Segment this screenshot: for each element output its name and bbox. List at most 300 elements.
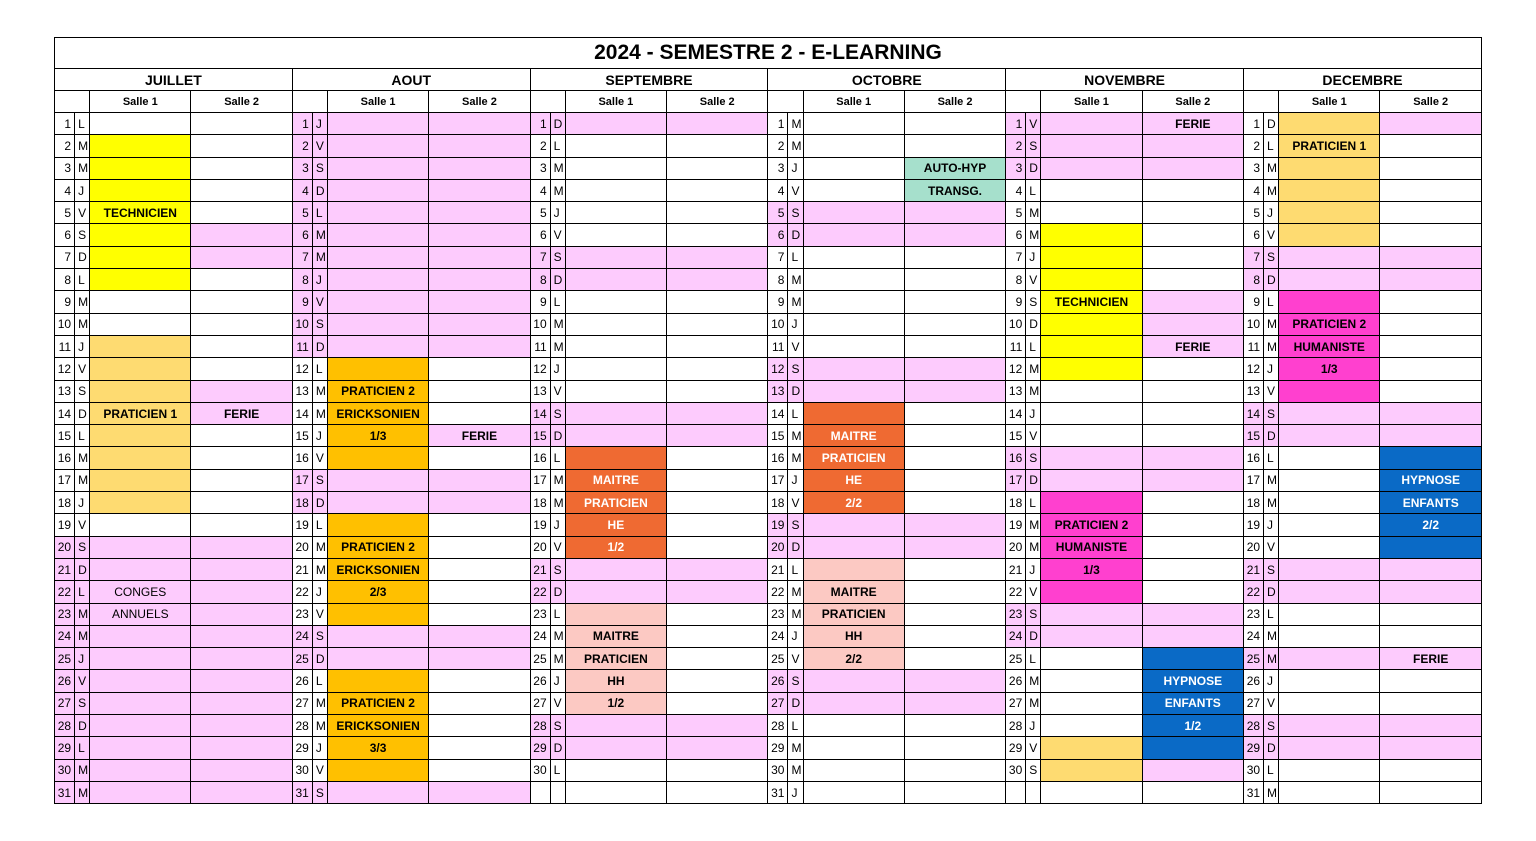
salle2-cell[interactable] (191, 692, 292, 714)
salle2-cell[interactable] (1380, 380, 1482, 402)
salle2-cell[interactable] (429, 291, 530, 313)
salle1-cell[interactable] (1041, 625, 1142, 647)
salle2-cell[interactable]: 1/2 (1142, 715, 1243, 737)
salle1-cell[interactable] (327, 202, 428, 224)
salle2-cell[interactable] (191, 425, 292, 447)
salle1-cell[interactable] (90, 514, 191, 536)
salle2-cell[interactable]: HYPNOSE (1142, 670, 1243, 692)
salle1-cell[interactable] (1041, 581, 1142, 603)
salle1-cell[interactable] (327, 514, 428, 536)
salle2-cell[interactable] (667, 781, 768, 803)
salle1-cell[interactable] (1279, 202, 1380, 224)
salle2-cell[interactable] (667, 113, 768, 135)
salle2-cell[interactable] (667, 603, 768, 625)
salle1-cell[interactable] (90, 558, 191, 580)
salle2-cell[interactable] (667, 737, 768, 759)
salle1-cell[interactable]: HH (803, 625, 904, 647)
salle2-cell[interactable] (1142, 224, 1243, 246)
salle1-cell[interactable] (803, 759, 904, 781)
salle2-cell[interactable] (429, 358, 530, 380)
salle1-cell[interactable] (1279, 246, 1380, 268)
salle2-cell[interactable] (1142, 135, 1243, 157)
salle2-cell[interactable] (429, 759, 530, 781)
salle1-cell[interactable] (1279, 492, 1380, 514)
salle2-cell[interactable] (904, 447, 1005, 469)
salle2-cell[interactable] (1142, 558, 1243, 580)
salle2-cell[interactable] (191, 536, 292, 558)
salle2-cell[interactable] (191, 558, 292, 580)
salle2-cell[interactable] (429, 335, 530, 357)
salle1-cell[interactable] (803, 781, 904, 803)
salle1-cell[interactable] (90, 135, 191, 157)
salle1-cell[interactable] (90, 715, 191, 737)
salle2-cell[interactable] (667, 492, 768, 514)
salle1-cell[interactable]: ERICKSONIEN (327, 558, 428, 580)
salle1-cell[interactable]: 1/2 (565, 536, 666, 558)
salle1-cell[interactable] (565, 358, 666, 380)
salle1-cell[interactable] (803, 358, 904, 380)
salle2-cell[interactable] (667, 558, 768, 580)
salle1-cell[interactable] (1279, 558, 1380, 580)
salle2-cell[interactable] (429, 536, 530, 558)
salle1-cell[interactable] (1279, 179, 1380, 201)
salle2-cell[interactable] (904, 670, 1005, 692)
salle2-cell[interactable] (429, 469, 530, 491)
salle2-cell[interactable] (667, 425, 768, 447)
salle1-cell[interactable] (327, 447, 428, 469)
salle1-cell[interactable] (565, 157, 666, 179)
salle2-cell[interactable]: ENFANTS (1142, 692, 1243, 714)
salle1-cell[interactable] (1279, 291, 1380, 313)
salle1-cell[interactable] (565, 737, 666, 759)
salle1-cell[interactable]: 3/3 (327, 737, 428, 759)
salle1-cell[interactable]: PRATICIEN (803, 603, 904, 625)
salle2-cell[interactable] (429, 670, 530, 692)
salle2-cell[interactable] (1142, 157, 1243, 179)
salle2-cell[interactable] (904, 715, 1005, 737)
salle2-cell[interactable] (1142, 737, 1243, 759)
salle1-cell[interactable] (90, 113, 191, 135)
salle1-cell[interactable] (327, 603, 428, 625)
salle1-cell[interactable] (327, 135, 428, 157)
salle1-cell[interactable] (1041, 759, 1142, 781)
salle2-cell[interactable] (1142, 536, 1243, 558)
salle1-cell[interactable] (90, 335, 191, 357)
salle1-cell[interactable] (327, 224, 428, 246)
salle2-cell[interactable] (429, 514, 530, 536)
salle2-cell[interactable] (1142, 781, 1243, 803)
salle1-cell[interactable] (803, 380, 904, 402)
salle1-cell[interactable] (803, 113, 904, 135)
salle1-cell[interactable] (1279, 157, 1380, 179)
salle2-cell[interactable] (191, 603, 292, 625)
salle2-cell[interactable] (429, 113, 530, 135)
salle2-cell[interactable] (904, 269, 1005, 291)
salle2-cell[interactable] (191, 113, 292, 135)
salle2-cell[interactable] (1380, 246, 1482, 268)
salle1-cell[interactable] (90, 492, 191, 514)
salle1-cell[interactable] (1041, 246, 1142, 268)
salle1-cell[interactable] (565, 402, 666, 424)
salle2-cell[interactable]: FERIE (1142, 335, 1243, 357)
salle2-cell[interactable] (429, 692, 530, 714)
salle2-cell[interactable] (429, 581, 530, 603)
salle2-cell[interactable] (191, 737, 292, 759)
salle2-cell[interactable] (904, 335, 1005, 357)
salle2-cell[interactable] (191, 715, 292, 737)
salle2-cell[interactable] (1142, 759, 1243, 781)
salle2-cell[interactable] (667, 179, 768, 201)
salle2-cell[interactable] (904, 425, 1005, 447)
salle1-cell[interactable] (90, 670, 191, 692)
salle2-cell[interactable] (904, 514, 1005, 536)
salle2-cell[interactable] (667, 670, 768, 692)
salle1-cell[interactable]: 2/2 (803, 492, 904, 514)
salle2-cell[interactable] (1142, 358, 1243, 380)
salle2-cell[interactable] (1142, 603, 1243, 625)
salle1-cell[interactable] (803, 313, 904, 335)
salle1-cell[interactable] (803, 670, 904, 692)
salle2-cell[interactable] (667, 135, 768, 157)
salle1-cell[interactable] (803, 157, 904, 179)
salle1-cell[interactable] (327, 648, 428, 670)
salle1-cell[interactable]: ANNUELS (90, 603, 191, 625)
salle1-cell[interactable] (1279, 224, 1380, 246)
salle2-cell[interactable] (191, 759, 292, 781)
salle2-cell[interactable] (1380, 202, 1482, 224)
salle1-cell[interactable] (90, 759, 191, 781)
salle1-cell[interactable] (327, 358, 428, 380)
salle2-cell[interactable] (1142, 313, 1243, 335)
salle1-cell[interactable] (327, 269, 428, 291)
salle2-cell[interactable] (429, 603, 530, 625)
salle2-cell[interactable] (191, 224, 292, 246)
salle2-cell[interactable] (191, 670, 292, 692)
salle1-cell[interactable] (1279, 402, 1380, 424)
salle2-cell[interactable] (191, 380, 292, 402)
salle1-cell[interactable]: HE (803, 469, 904, 491)
salle1-cell[interactable] (1041, 113, 1142, 135)
salle1-cell[interactable] (565, 425, 666, 447)
salle2-cell[interactable] (904, 402, 1005, 424)
salle1-cell[interactable]: TECHNICIEN (90, 202, 191, 224)
salle1-cell[interactable] (565, 113, 666, 135)
salle2-cell[interactable] (191, 492, 292, 514)
salle1-cell[interactable] (1041, 603, 1142, 625)
salle2-cell[interactable] (1380, 670, 1482, 692)
salle1-cell[interactable] (565, 246, 666, 268)
salle1-cell[interactable] (90, 380, 191, 402)
salle2-cell[interactable] (667, 224, 768, 246)
salle1-cell[interactable] (1279, 469, 1380, 491)
salle2-cell[interactable] (667, 269, 768, 291)
salle2-cell[interactable] (1380, 558, 1482, 580)
salle2-cell[interactable] (667, 447, 768, 469)
salle1-cell[interactable] (90, 536, 191, 558)
salle1-cell[interactable]: MAITRE (565, 469, 666, 491)
salle2-cell[interactable] (1380, 358, 1482, 380)
salle1-cell[interactable] (90, 313, 191, 335)
salle1-cell[interactable] (1279, 581, 1380, 603)
salle2-cell[interactable] (1380, 581, 1482, 603)
salle1-cell[interactable] (327, 781, 428, 803)
salle2-cell[interactable] (429, 558, 530, 580)
salle1-cell[interactable] (90, 224, 191, 246)
salle1-cell[interactable] (803, 335, 904, 357)
salle2-cell[interactable] (1142, 492, 1243, 514)
salle1-cell[interactable]: PRATICIEN 2 (327, 536, 428, 558)
salle2-cell[interactable] (1142, 380, 1243, 402)
salle1-cell[interactable] (1041, 469, 1142, 491)
salle2-cell[interactable] (667, 715, 768, 737)
salle1-cell[interactable] (90, 625, 191, 647)
salle1-cell[interactable] (1041, 157, 1142, 179)
salle2-cell[interactable] (904, 224, 1005, 246)
salle1-cell[interactable] (90, 737, 191, 759)
salle2-cell[interactable] (191, 335, 292, 357)
salle1-cell[interactable] (327, 157, 428, 179)
salle2-cell[interactable] (191, 246, 292, 268)
salle1-cell[interactable] (803, 179, 904, 201)
salle2-cell[interactable]: FERIE (1142, 113, 1243, 135)
salle1-cell[interactable] (565, 558, 666, 580)
salle1-cell[interactable] (565, 179, 666, 201)
salle1-cell[interactable] (1041, 492, 1142, 514)
salle2-cell[interactable] (904, 380, 1005, 402)
salle2-cell[interactable] (667, 157, 768, 179)
salle1-cell[interactable] (327, 113, 428, 135)
salle1-cell[interactable] (565, 715, 666, 737)
salle2-cell[interactable] (429, 447, 530, 469)
salle1-cell[interactable] (327, 291, 428, 313)
salle1-cell[interactable] (327, 469, 428, 491)
salle1-cell[interactable] (565, 335, 666, 357)
salle1-cell[interactable]: HH (565, 670, 666, 692)
salle2-cell[interactable]: 2/2 (1380, 514, 1482, 536)
salle1-cell[interactable] (327, 335, 428, 357)
salle2-cell[interactable] (904, 358, 1005, 380)
salle2-cell[interactable] (1380, 313, 1482, 335)
salle1-cell[interactable] (1041, 135, 1142, 157)
salle2-cell[interactable]: FERIE (429, 425, 530, 447)
salle1-cell[interactable]: PRATICIEN (565, 648, 666, 670)
salle2-cell[interactable] (1142, 291, 1243, 313)
salle2-cell[interactable] (191, 202, 292, 224)
salle1-cell[interactable] (327, 670, 428, 692)
salle1-cell[interactable] (803, 202, 904, 224)
salle1-cell[interactable] (90, 692, 191, 714)
salle2-cell[interactable] (429, 202, 530, 224)
salle1-cell[interactable]: ERICKSONIEN (327, 715, 428, 737)
salle2-cell[interactable]: FERIE (191, 402, 292, 424)
salle1-cell[interactable]: PRATICIEN 2 (327, 692, 428, 714)
salle2-cell[interactable] (1142, 425, 1243, 447)
salle2-cell[interactable] (429, 625, 530, 647)
salle2-cell[interactable] (904, 603, 1005, 625)
salle1-cell[interactable]: PRATICIEN 2 (327, 380, 428, 402)
salle2-cell[interactable] (1380, 536, 1482, 558)
salle1-cell[interactable] (1279, 514, 1380, 536)
salle2-cell[interactable] (1380, 291, 1482, 313)
salle1-cell[interactable] (1279, 759, 1380, 781)
salle2-cell[interactable] (191, 179, 292, 201)
salle1-cell[interactable] (803, 514, 904, 536)
salle1-cell[interactable]: 2/2 (803, 648, 904, 670)
salle1-cell[interactable] (1279, 113, 1380, 135)
salle1-cell[interactable]: CONGES (90, 581, 191, 603)
salle1-cell[interactable] (90, 358, 191, 380)
salle2-cell[interactable] (667, 759, 768, 781)
salle2-cell[interactable] (667, 380, 768, 402)
salle2-cell[interactable] (1380, 179, 1482, 201)
salle1-cell[interactable] (1279, 447, 1380, 469)
salle2-cell[interactable] (904, 246, 1005, 268)
salle1-cell[interactable] (327, 179, 428, 201)
salle2-cell[interactable] (429, 492, 530, 514)
salle2-cell[interactable] (904, 781, 1005, 803)
salle1-cell[interactable] (327, 625, 428, 647)
salle1-cell[interactable] (1041, 781, 1142, 803)
salle2-cell[interactable] (429, 224, 530, 246)
salle2-cell[interactable] (191, 514, 292, 536)
salle1-cell[interactable] (1279, 536, 1380, 558)
salle1-cell[interactable]: PRATICIEN 2 (1041, 514, 1142, 536)
salle1-cell[interactable] (565, 581, 666, 603)
salle1-cell[interactable]: ERICKSONIEN (327, 402, 428, 424)
salle1-cell[interactable] (90, 781, 191, 803)
salle1-cell[interactable]: HUMANISTE (1041, 536, 1142, 558)
salle2-cell[interactable] (904, 313, 1005, 335)
salle2-cell[interactable] (191, 291, 292, 313)
salle1-cell[interactable] (1041, 737, 1142, 759)
salle1-cell[interactable] (803, 558, 904, 580)
salle2-cell[interactable] (667, 469, 768, 491)
salle2-cell[interactable] (904, 113, 1005, 135)
salle2-cell[interactable] (1380, 335, 1482, 357)
salle1-cell[interactable]: 1/3 (1279, 358, 1380, 380)
salle2-cell[interactable] (1142, 625, 1243, 647)
salle2-cell[interactable] (1380, 224, 1482, 246)
salle2-cell[interactable] (1380, 135, 1482, 157)
salle2-cell[interactable]: ENFANTS (1380, 492, 1482, 514)
salle2-cell[interactable] (429, 179, 530, 201)
salle1-cell[interactable] (803, 291, 904, 313)
salle1-cell[interactable] (803, 224, 904, 246)
salle2-cell[interactable] (1380, 759, 1482, 781)
salle1-cell[interactable] (565, 269, 666, 291)
salle1-cell[interactable]: PRATICIEN 1 (90, 402, 191, 424)
salle1-cell[interactable] (90, 269, 191, 291)
salle1-cell[interactable] (565, 759, 666, 781)
salle2-cell[interactable] (1380, 715, 1482, 737)
salle1-cell[interactable] (1279, 737, 1380, 759)
salle2-cell[interactable] (429, 380, 530, 402)
salle1-cell[interactable] (565, 291, 666, 313)
salle1-cell[interactable] (565, 135, 666, 157)
salle1-cell[interactable] (1041, 447, 1142, 469)
salle2-cell[interactable] (1380, 402, 1482, 424)
salle2-cell[interactable] (904, 692, 1005, 714)
salle1-cell[interactable] (1041, 313, 1142, 335)
salle2-cell[interactable] (904, 737, 1005, 759)
salle1-cell[interactable] (1041, 380, 1142, 402)
salle2-cell[interactable] (904, 202, 1005, 224)
salle2-cell[interactable] (429, 715, 530, 737)
salle2-cell[interactable] (191, 135, 292, 157)
salle2-cell[interactable] (1380, 603, 1482, 625)
salle2-cell[interactable] (191, 358, 292, 380)
salle2-cell[interactable] (1142, 447, 1243, 469)
salle1-cell[interactable] (803, 269, 904, 291)
salle2-cell[interactable] (1142, 514, 1243, 536)
salle2-cell[interactable] (904, 536, 1005, 558)
salle2-cell[interactable] (667, 625, 768, 647)
salle1-cell[interactable] (1041, 202, 1142, 224)
salle1-cell[interactable]: 1/3 (327, 425, 428, 447)
salle1-cell[interactable] (90, 425, 191, 447)
salle1-cell[interactable] (1041, 358, 1142, 380)
salle2-cell[interactable]: HYPNOSE (1380, 469, 1482, 491)
salle1-cell[interactable] (803, 692, 904, 714)
salle2-cell[interactable] (904, 492, 1005, 514)
salle1-cell[interactable]: HUMANISTE (1279, 335, 1380, 357)
salle1-cell[interactable]: TECHNICIEN (1041, 291, 1142, 313)
salle2-cell[interactable] (1142, 179, 1243, 201)
salle1-cell[interactable] (1279, 603, 1380, 625)
salle1-cell[interactable] (1279, 380, 1380, 402)
salle1-cell[interactable] (565, 781, 666, 803)
salle2-cell[interactable] (1380, 157, 1482, 179)
salle1-cell[interactable] (803, 246, 904, 268)
salle2-cell[interactable] (904, 469, 1005, 491)
salle2-cell[interactable]: FERIE (1380, 648, 1482, 670)
salle1-cell[interactable] (565, 313, 666, 335)
salle1-cell[interactable] (327, 759, 428, 781)
salle1-cell[interactable] (1041, 692, 1142, 714)
salle2-cell[interactable] (1142, 648, 1243, 670)
salle1-cell[interactable] (565, 447, 666, 469)
salle2-cell[interactable] (429, 402, 530, 424)
salle1-cell[interactable] (1041, 179, 1142, 201)
salle1-cell[interactable] (1041, 648, 1142, 670)
salle2-cell[interactable] (191, 781, 292, 803)
salle2-cell[interactable] (667, 202, 768, 224)
salle2-cell[interactable] (1142, 469, 1243, 491)
salle2-cell[interactable] (191, 625, 292, 647)
salle2-cell[interactable] (667, 246, 768, 268)
salle2-cell[interactable] (1142, 269, 1243, 291)
salle2-cell[interactable] (1142, 202, 1243, 224)
salle2-cell[interactable] (667, 358, 768, 380)
salle2-cell[interactable] (667, 581, 768, 603)
salle1-cell[interactable] (565, 224, 666, 246)
salle2-cell[interactable] (191, 469, 292, 491)
salle2-cell[interactable] (904, 135, 1005, 157)
salle1-cell[interactable]: 1/2 (565, 692, 666, 714)
salle1-cell[interactable] (1041, 715, 1142, 737)
salle1-cell[interactable] (565, 202, 666, 224)
salle2-cell[interactable] (429, 157, 530, 179)
salle1-cell[interactable] (1279, 648, 1380, 670)
salle2-cell[interactable] (667, 335, 768, 357)
salle2-cell[interactable] (429, 246, 530, 268)
salle2-cell[interactable] (1380, 737, 1482, 759)
salle2-cell[interactable] (1380, 625, 1482, 647)
salle2-cell[interactable] (667, 536, 768, 558)
salle2-cell[interactable] (429, 313, 530, 335)
salle2-cell[interactable] (429, 269, 530, 291)
salle1-cell[interactable] (90, 246, 191, 268)
